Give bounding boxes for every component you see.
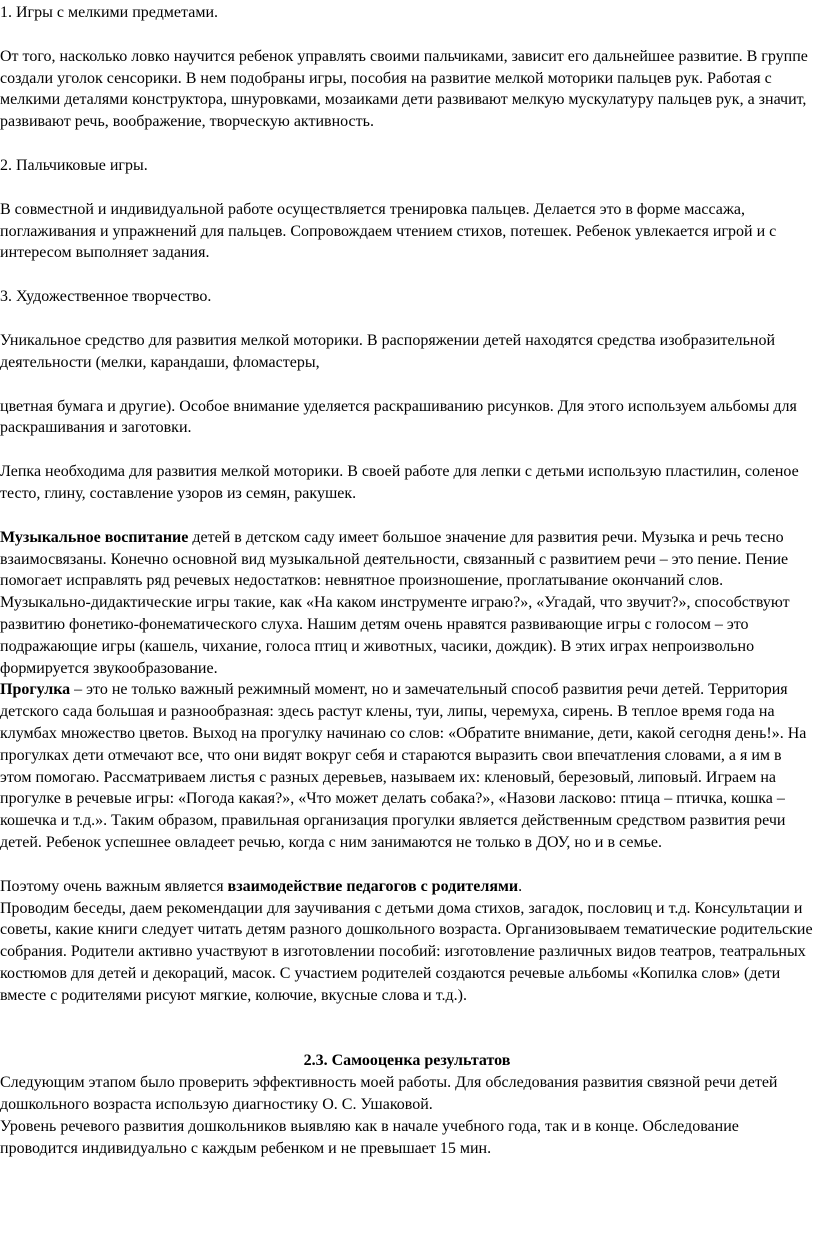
spacer <box>0 177 816 199</box>
section-3-text-a: Уникальное средство для развития мелкой моторики. В распоряжении детей находятся средства изобразительной деятельности (мелки, карандаши, фломастеры, <box>0 331 776 371</box>
section-2-heading: 2. Пальчиковые игры. <box>0 156 148 174</box>
walk-paragraph <box>0 679 814 853</box>
parents-lead-paragraph <box>0 876 814 898</box>
walk-text: – это не только важный режимный момент, но и замечательный способ развития речи детей. Территория детского сада большая и разнообразная: здесь растут клены, туи, липы, черемуха, сирень. В теплое время года на клумбах множество цветов. Выход на прогулку начинаю со слов: «Обратите внимание, дети, какой сегодня день!». На прогулках дети отмечают все, что они видят вокруг себя и стараются выразить свои впечатления словами, а я им в этом помогаю. Рассматриваем листья с разных деревьев, называем их: кленовый, березовый, липовый. Играем на прогулке в речевые игры: «Погода какая?», «Что может делать собака?», «Назови ласково: птица – птичка, кошка – кошечка и т.д.». Таким образом, правильная организация прогулки является действенным средством развития речи детей. Ребенок успешнее овладеет речью, когда с ним занимаются не только в ДОУ, но и в семье. <box>0 681 807 851</box>
music-paragraph <box>0 527 814 680</box>
music-bold-term: Музыкальное воспитание <box>0 528 189 546</box>
music-text: детей в детском саду имеет большое значение для развития речи. Музыка и речь тесно взаимосвязаны. Конечно основной вид музыкальной деятельности, связанный с развитием речи – это пение. Пение помогает исправлять ряд речевых недостатков: невнятное произношение, проглатывание окончаний слов. Музыкально-дидактические игры такие, как «На каком инструменте играю?», «Угадай, что звучит?», способствуют развитию фонетико-фонематического слуха. Нашим детям очень нравятся развивающие игры с голосом – это подражающие игры (кашель, чихание, голоса птиц и животных, часики, дождик). В этих играх непроизвольно формируется звукообразование. <box>0 528 790 677</box>
section-1-heading: 1. Игры с мелкими предметами. <box>0 4 218 21</box>
spacer <box>0 24 816 46</box>
section-1-text: От того, насколько ловко научится ребенок управлять своими пальчиками, зависит его дальнейшее развитие. В группе создали уголок сенсорики. В нем подобраны игры, пособия на развитие мелкой моторики пальцев рук. Работая с мелкими деталями конструктора, шнуровками, мозаиками дети развивают мелкую мускулатуру пальцев рук, а значит, развивают речь, воображение, творческую активность. <box>0 47 808 131</box>
parents-lead: Поэтому очень важным является <box>0 877 228 895</box>
spacer <box>0 264 816 286</box>
results-heading <box>0 1050 814 1072</box>
results-text-2: Уровень речевого развития дошкольников выявляю как в начале учебного года, так и в конце. Обследование проводится индивидуально с каждым ребенком и не превышает 15 мин. <box>0 1117 739 1157</box>
results-heading-text: 2.3. Самооценка результатов <box>303 1052 511 1070</box>
results-text: Следующим этапом было проверить эффективность моей работы. Для обследования развития связной речи детей дошкольного возраста использую диагностику О. С. Ушаковой. <box>0 1074 778 1114</box>
spacer <box>0 308 816 330</box>
spacer <box>0 374 816 396</box>
spacer <box>0 854 816 876</box>
walk-bold-term: Прогулка <box>0 681 71 699</box>
spacer <box>0 439 816 461</box>
parents-bold-term: взаимодействие педагогов с родителями <box>227 877 519 895</box>
parents-tail: . <box>518 877 523 895</box>
section-3-text-b: цветная бумага и другие). Особое внимание уделяется раскрашиванию рисунков. Для этого используем альбомы для раскрашивания и заготовки. <box>0 397 797 437</box>
spacer <box>0 1006 816 1050</box>
section-3-text-c: Лепка необходима для развития мелкой моторики. В своей работе для лепки с детьми использую пластилин, соленое тесто, глину, составление узоров из семян, ракушек. <box>0 463 799 502</box>
section-2-text: В совместной и индивидуальной работе осуществляется тренировка пальцев. Делается это в форме массажа, поглаживания и упражнений для пальцев. Сопровождаем чтением стихов, потешек. Ребенок увлекается игрой и с интересом выполняет задания. <box>0 200 777 262</box>
section-3-heading: 3. Художественное творчество. <box>0 288 212 306</box>
spacer <box>0 133 816 155</box>
parents-text: Проводим беседы, даем рекомендации для заучивания с детьми дома стихов, загадок, пословиц и т.д. Консультации и советы, какие книги следует читать детям разного дошкольного возраста. Организовываем тематические родительские собрания. Родители активно участвуют в изготовлении пособий: изготовление различных видов театров, театральных костюмов для детей и декораций, масок. С участием родителей создаются речевые альбомы «Копилка слов» (дети вместе с родителями рисуют мягкие, колючие, вкусные слова и т.д.). <box>0 899 813 1004</box>
spacer <box>0 505 816 527</box>
